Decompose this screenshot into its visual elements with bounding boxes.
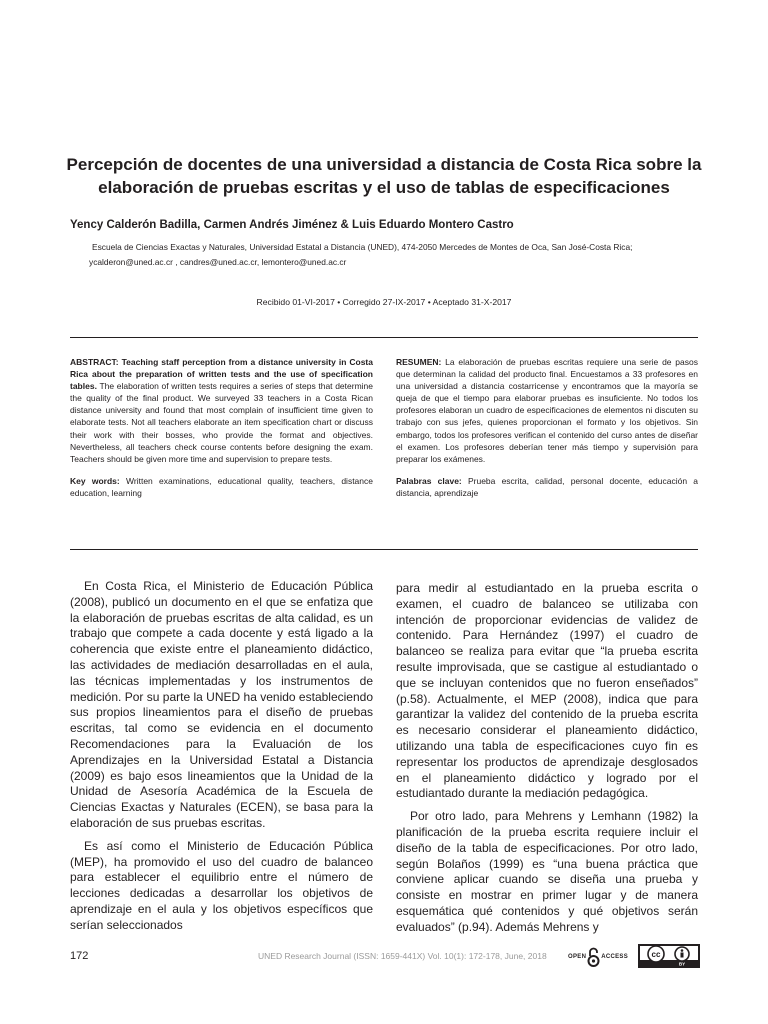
body-paragraph: Por otro lado, para Mehrens y Lemhann (1982) la planificación de la prueba escrita requiere incluir el diseño de la tabla de especificaciones. Por otro lado, según Bolaños (1999) es “una buena práctica que conviene aplicar cuando se diseña una prueba y consiste en mostrar en primer lugar y de manera esquemática qué contenidos y qué objetivos serán evaluados” (p.94). Además Mehrens y <box>396 809 698 934</box>
body-paragraph: En Costa Rica, el Ministerio de Educación Pública (2008), publicó un documento en el que se enfatiza que la elaboración de pruebas escritas de alta calidad, es un trabajo que compete a cada docente y está ligado a la coherencia que existe entre el planeamiento didáctico, las actividades de mediación desarrolladas en el aula, las técnicas implementadas y los instrumentos de medición. Por su parte la UNED ha venido estableciendo sus propios lineamientos para el diseño de pruebas escritas, tal como se evidencia en el documento Recomendaciones para la Evaluación de los Aprendizajes en la Universidad Estatal a Distancia (2009) es bajo esos lineamientos que la Unidad de la Unidad de Asesoría Académica de la Escuela de Ciencias Exactas y Naturales (ECEN), se basa para la elaboración de sus pruebas escritas. <box>70 579 373 830</box>
affiliation-text: Escuela de Ciencias Exactas y Naturales, Universidad Estatal a Distancia (UNED), 474-2050 Mercedes de Montes de Oca, San José-Costa Rica; <box>92 242 633 252</box>
abstract-bold-title: Teaching staff perception from a distance university in Costa Rica about the preparation of written tests and the use of specification tables. <box>70 357 373 392</box>
author-emails: ycalderon@uned.ac.cr , candres@uned.ac.cr, lemontero@uned.ac.cr <box>89 257 347 267</box>
abstract-spanish <box>396 356 698 499</box>
page-number: 172 <box>70 950 89 962</box>
open-access-right-text: ACCESS <box>601 954 629 960</box>
cc-label: cc <box>651 950 661 959</box>
open-access-logo <box>568 944 628 970</box>
open-access-left-text: OPEN <box>568 954 587 960</box>
article-authors: Yency Calderón Badilla, Carmen Andrés Jiménez & Luis Eduardo Montero Castro <box>70 219 514 231</box>
open-lock-icon <box>587 946 600 968</box>
article-title: Percepción de docentes de una universidad a distancia de Costa Rica sobre la elaboración de pruebas escritas y el uso de tablas de especificaciones <box>66 155 702 197</box>
resumen-label: RESUMEN: <box>396 357 442 367</box>
keywords-text: Written examinations, educational quality, teachers, distance education, learning <box>70 475 373 498</box>
divider-top <box>70 337 698 338</box>
palabras-clave-paragraph <box>396 475 698 499</box>
cc-by-license-badge[interactable] <box>638 944 700 968</box>
body-column-left <box>70 579 373 941</box>
abstract-label: ABSTRACT: <box>70 357 119 367</box>
palabras-clave-label: Palabras clave: <box>396 475 462 486</box>
author-affiliation-block <box>89 240 712 270</box>
abstract-text: The elaboration of written tests requires a series of steps that determine the quality of the final product. We surveyed 33 teachers in a Costa Rican distance university and found that most complain of insufficient time given to elaborate tests. Not all teachers elaborate an item specification chart or discuss their work with their bosses, who provide the format and objectives. Nevertheless, all teachers check course contents before designing the exam. Teachers should be given more time and supervision to prepare tests. <box>70 381 373 464</box>
palabras-clave-text: Prueba escrita, calidad, personal docente, educación a distancia, aprendizaje <box>396 475 698 498</box>
body-column-right <box>396 581 698 943</box>
abstract-paragraph <box>70 356 373 465</box>
body-paragraph: Es así como el Ministerio de Educación Pública (MEP), ha promovido el uso del cuadro de balanceo para establecer el equilibrio entre el número de lecciones dedicadas a desarrollar los objetivos de aprendizaje en el aula y los objetivos específicos que serían seleccionados <box>70 838 373 932</box>
resumen-paragraph <box>396 356 698 465</box>
body-paragraph: para medir al estudiantado en la prueba escrita o examen, el cuadro de balanceo se utilizaba con intención de proporcionar evidencias de validez de contenido. Para Hernández (1997) el cuadro de balanceo se realiza para evitar que “la prueba escrita resulte improvisada, que se castigue al estudiantado o que se incluyan contenidos que no fueron enseñados” (p.58). Actualmente, el MEP (2008), indica que para garantizar la validez del contenido de la prueba escrita es necesario considerar el planeamiento didáctico, utilizando una tabla de especificaciones cuyo fin es representar los productos de aprendizaje desglosados en el planeamiento didáctico y logrado por el estudiantado durante la mediación pedagógica. <box>396 581 698 801</box>
cc-by-icon <box>639 945 699 967</box>
journal-citation: UNED Research Journal (ISSN: 1659-441X) Vol. 10(1): 172-178, June, 2018 <box>258 951 547 961</box>
abstract-english <box>70 356 373 499</box>
page-footer <box>0 940 768 976</box>
resumen-text: La elaboración de pruebas escritas requiere una serie de pasos que determinan la calidad del producto final. Encuestamos a 33 profesores en una universidad a distancia costarricense y encontramos que la mayoría se queja de que el tiempo para elaborar pruebas es insuficiente. No todos los profesores elaboran un cuadro de especificaciones de elementos ni discuten su trabajo con sus jefes, quienes proporcionan el formato y los objetivos. Sin embargo, todos los profesores verifican el contenido del curso antes de diseñar el examen. Los profesores deberían tener más tiempo y supervisión para preparar los exámenes. <box>396 357 698 464</box>
submission-dates: Recibido 01-VI-2017 • Corregido 27-IX-2017 • Aceptado 31-X-2017 <box>256 297 512 307</box>
keywords-label: Key words: <box>70 475 120 486</box>
cc-by-label: BY <box>678 961 686 967</box>
divider-bottom <box>70 549 698 550</box>
keywords-paragraph <box>70 475 373 499</box>
